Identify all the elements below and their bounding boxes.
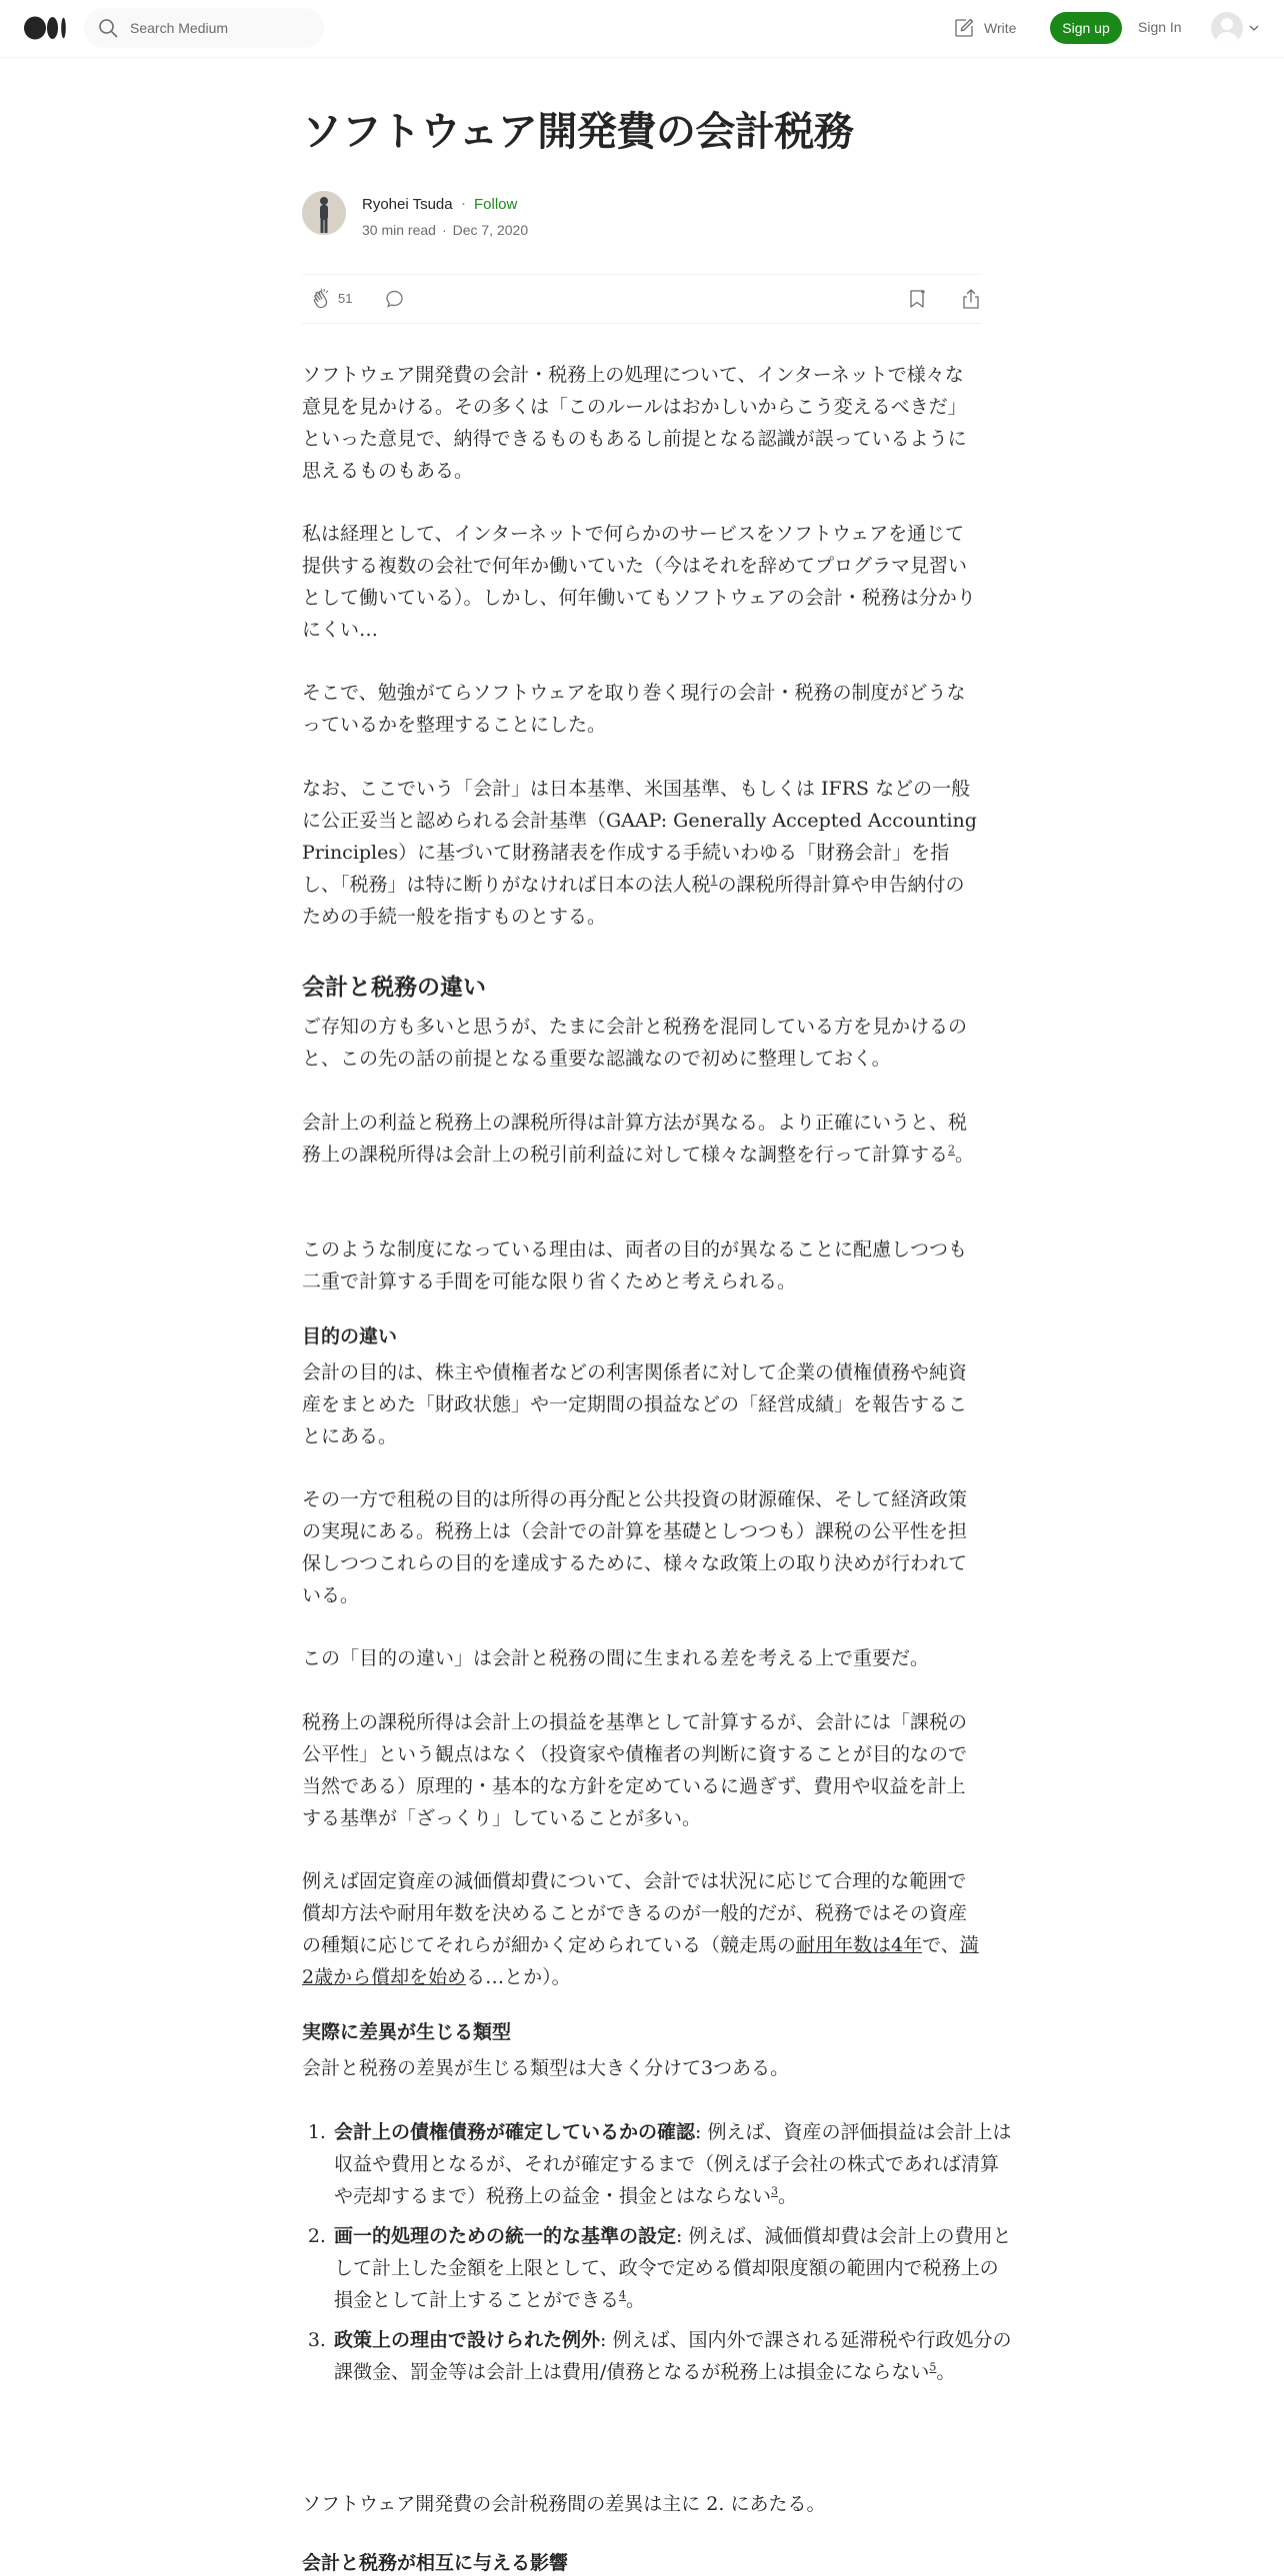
list-item [332,2116,1012,2212]
paragraph [302,1107,982,1171]
paragraph-text: 。 [955,1144,975,1166]
footnote-link[interactable]: 1 [710,873,718,887]
search-box[interactable] [84,8,324,48]
paragraph-text: 会計上の利益と税務上の課税所得は計算方法が異なる。より正確にいうと、税務上の課税所得は会計上の税引前利益に対して様々な調整を行って計算する [302,1112,968,1166]
subsection-heading: 会計と税務が相互に与える影響 [302,2552,569,2574]
medium-logo[interactable] [24,16,68,40]
paragraph-text: 例えば固定資産の減価償却費について、会計では状況に応じて合理的な範囲で償却方法や耐用年数を決めることができるのが一般的だが、税務ではその資産の種類に応じてそれらが細かく定められている（競走馬の [302,1870,968,1956]
paragraph: その一方で租税の目的は所得の再分配と公共投資の財源確保、そして経済政策の実現にある。税務上は（会計での計算を基礎としつつも）課税の公平性を担保しつつこれらの目的を達成するために、様々な政策上の取り決めが行われている。 [302,1488,968,1606]
paragraph: 私は経理として、インターネットで何らかのサービスをソフトウェアを通じて提供する複数の会社で何年か働いていた（今はそれを辞めてプログラマ見習いとして働いている）。しかし、何年働いてもソフトウェアの会計・税務は分かりにくい… [302,523,976,641]
signin-link[interactable]: Sign In [1138,19,1182,35]
action-bar [302,274,982,324]
list-item-end: 。 [778,2185,798,2207]
write-label: Write [984,20,1017,36]
paragraph: このような制度になっている理由は、両者の目的が異なることに配慮しつつも二重で計算する手間を可能な限り省くためと考えられる。 [302,1239,968,1292]
list-item-heading: 政策上の理由で設けられた例外 [334,2329,601,2351]
paragraph-text: の課税所得計算や申告納付のための手続一般を指すものとする。 [302,874,965,928]
author-name[interactable]: Ryohei Tsuda [362,196,453,213]
paragraph: そこで、勉強がてらソフトウェアを取り巻く現行の会計・税務の制度がどうなっているかを整理することにした。 [302,682,966,736]
publish-date: Dec 7, 2020 [452,222,529,238]
read-time: 30 min read [362,222,436,238]
author-avatar[interactable] [302,191,346,235]
follow-button[interactable]: Follow [474,196,518,213]
list-item-end: 。 [626,2289,646,2311]
section-heading: 会計と税務の違い [302,975,486,1001]
list-item [332,2324,1012,2388]
paragraph [302,773,982,933]
user-avatar-icon [1211,12,1243,44]
paragraph: 会計の目的は、株主や債権者などの利害関係者に対して企業の債権債務や純資産をまとめた「財政状態」や一定期間の損益などの「経営成績」を報告することにある。 [302,1361,968,1447]
list-item-heading: 画一的処理のための統一的な基準の設定 [334,2225,677,2247]
paragraph: ソフトウェア開発費の会計・税務上の処理について、インターネットで様々な意見を見かける。その多くは「このルールはおかしいからこう変えるべきだ」といった意見で、納得できるものもあるし前提となる認識が誤っているように思えるものもある。 [302,364,967,482]
search-input[interactable] [130,18,310,38]
footnote-link[interactable]: 4 [619,2288,627,2302]
subsection-heading: 実際に差異が生じる類型 [302,2021,512,2043]
signup-button[interactable]: Sign up [1050,12,1122,44]
clap-icon[interactable] [310,288,332,310]
comment-icon[interactable] [384,288,406,310]
paragraph: 税務上の課税所得は会計上の損益を基準として計算するが、会計には「課税の公平性」という観点はなく（投資家や債権者の判断に資することが目的なので当然である）原理的・基本的な方針を定めているに過ぎず、費用や収益を計上する基準が「ざっくり」していることが多い。 [302,1711,968,1829]
meta-separator: · [441,222,447,238]
paragraph-text: で、 [922,1934,960,1956]
list-item-end: 。 [936,2361,956,2383]
paragraph: この「目的の違い」は会計と税務の間に生まれる差を考える上で重要だ。 [302,1647,930,1669]
author-separator: · [461,195,466,212]
paragraph-text: る…とか）。 [466,1966,571,1988]
write-icon [953,17,975,39]
top-navigation [0,0,1284,58]
paragraph [302,1865,982,1993]
article-title: ソフトウェア開発費の会計税務 [302,109,854,155]
difference-types-list [302,2116,1012,2396]
search-icon [98,18,118,38]
write-button[interactable] [953,15,1016,41]
paragraph-text: なお、ここでいう「会計」は日本基準、米国基準、もしくは IFRS などの一般に公正妥当と認められる会計基準（GAAP: Generally Accepted Accounting Principles）に基づいて財務諸表を作成する手続いわゆる「財務会計」を指し、「税務」は特に断りがなければ日本の法人税 [302,778,977,896]
share-icon[interactable] [960,288,982,310]
paragraph: ご存知の方も多いと思うが、たまに会計と税務を混同している方を見かけるのと、この先の話の前提となる重要な認識なので初めに整理しておく。 [302,1016,968,1070]
inline-link[interactable]: 耐用年数は4年 [796,1934,923,1956]
clap-count: 51 [338,291,353,306]
list-item-text: : 例えば、減価償却費は会計上の費用として計上した金額を上限として、政令で定める償却限度額の範囲内で税務上の損金として計上することができる [334,2225,1012,2311]
footnote-link[interactable]: 2 [948,1143,956,1157]
list-item-heading: 会計上の債権債務が確定しているかの確認 [334,2121,696,2143]
paragraph: 会計と税務の差異が生じる類型は大きく分けて3つある。 [302,2057,790,2079]
list-item [332,2220,1012,2316]
subsection-heading: 目的の違い [302,1325,398,1347]
user-menu[interactable] [1211,12,1261,44]
list-item-text: : 例えば、資産の評価損益は会計上は収益や費用となるが、それが確定するまで（例えば子会社の株式であれば清算や売却するまで）税務上の益金・損金とはならない [334,2121,1012,2207]
list-item-text: : 例えば、国内外で課される延滞税や行政処分の課徴金、罰金等は会計上は費用/債務となるが税務上は損金にならない [334,2329,1012,2383]
article-meta [362,222,528,238]
chevron-down-icon [1249,23,1259,33]
footnote-link[interactable]: 3 [771,2184,779,2198]
bookmark-icon[interactable] [906,288,928,310]
footnote-link[interactable]: 5 [929,2360,937,2374]
paragraph: ソフトウェア開発費の会計税務間の差異は主に 2. にあたる。 [302,2493,826,2515]
inline-link[interactable]: 満2歳から償却を始め [302,1934,979,1988]
